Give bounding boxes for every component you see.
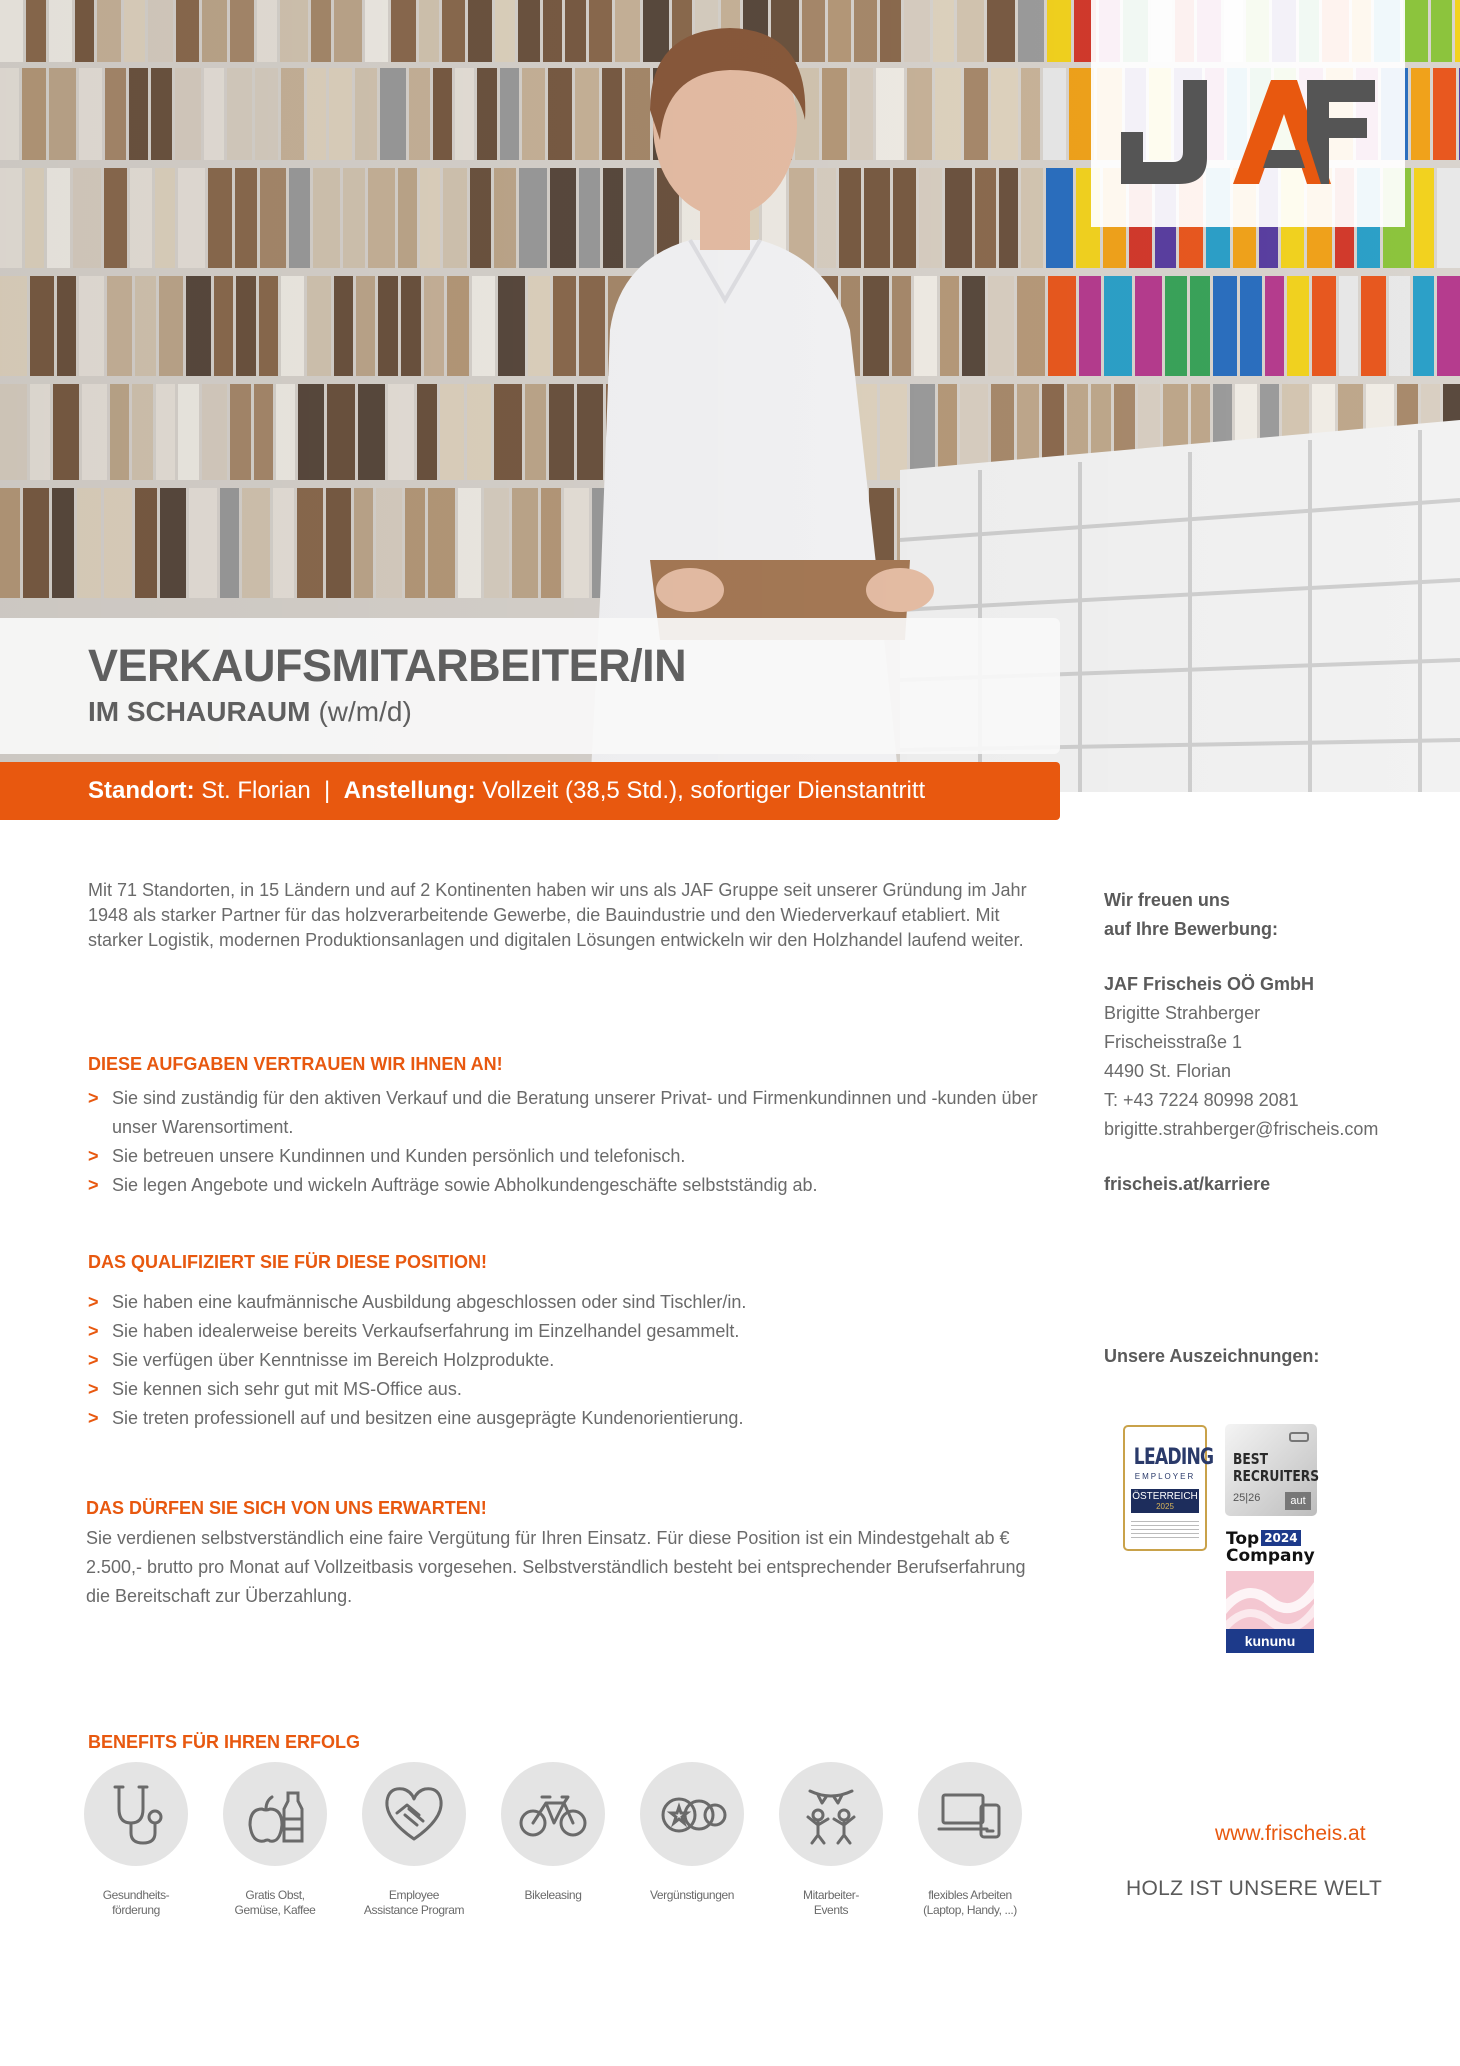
qualification-item: > Sie verfügen über Kenntnisse im Bereich Holzprodukte. [88, 1346, 1048, 1375]
tasks-list [88, 1084, 1048, 1200]
awards-heading: Unsere Auszeichnungen: [1104, 1346, 1320, 1366]
best-recruiters-line2: RECRUITERS [1233, 1467, 1320, 1485]
qualification-item: > Sie kennen sich sehr gut mit MS-Office aus. [88, 1375, 1048, 1404]
expect-heading: DAS DÜRFEN SIE SICH VON UNS ERWARTEN! [86, 1498, 487, 1518]
contact-intro-line2: auf Ihre Bewerbung: [1104, 919, 1279, 939]
company-intro: Mit 71 Standorten, in 15 Ländern und auf 2 Kontinenten haben wir uns als JAF Gruppe seit unserer Gründung im Jahr 1948 als starker Partner für das holzverarbeitende Gewerbe, die Bauindustrie und den Wiederverkauf etabliert. Mit starker Logistik, modernen Produktionsanlagen und digitalen Lösungen entwickeln wir den Holzhandel laufend weiter. [88, 880, 1027, 950]
benefit-label: (Laptop, Handy, ...) [923, 1903, 1017, 1917]
kununu-top [1226, 1530, 1318, 1547]
qualification-item: > Sie treten professionell auf und besitzen eine ausgeprägte Kundenorientierung. [88, 1404, 1048, 1433]
kununu-top-label: Top [1226, 1529, 1260, 1549]
jaf-logo [1091, 0, 1405, 227]
benefit-label: flexibles Arbeiten [928, 1888, 1012, 1902]
benefit-label: Gesundheits- [102, 1888, 170, 1902]
job-title: VERKAUFSMITARBEITER/IN [88, 640, 687, 691]
celebration-icon [779, 1762, 883, 1866]
contact-intro-line1: Wir freuen uns [1104, 890, 1230, 910]
job-info-text [88, 777, 925, 805]
benefit-label: Gemüse, Kaffee [234, 1903, 316, 1917]
slogan: HOLZ IST UNSERE WELT [1126, 1877, 1383, 1900]
benefit-label: Events [813, 1903, 849, 1917]
benefit-discounts [622, 1762, 762, 1903]
tasks-heading: DIESE AUFGABEN VERTRAUEN WIR IHNEN AN! [88, 1054, 503, 1074]
leading-employer-line1: LEADING [1133, 1445, 1214, 1470]
task-item: > Sie legen Angebote und wickeln Aufträge sowie Abholkundengeschäfte selbstständig ab. [88, 1171, 1048, 1200]
qualification-item: > Sie haben idealerweise bereits Verkaufserfahrung im Einzelhandel gesammelt. [88, 1317, 1048, 1346]
best-recruiters-badge [1225, 1424, 1320, 1516]
handshake-heart-icon [362, 1762, 466, 1866]
kununu-logo: kununu [1226, 1629, 1314, 1653]
leading-employer-badge [1123, 1425, 1214, 1551]
contact-phone[interactable]: T: +43 7224 80998 2081 [1104, 1090, 1299, 1110]
leading-employer-country: ÖSTERREICH [1132, 1491, 1198, 1502]
benefit-events [761, 1762, 901, 1918]
benefit-flexible-work [900, 1762, 1040, 1918]
contact-person: Brigitte Strahberger [1104, 1003, 1261, 1023]
benefit-health [66, 1762, 206, 1918]
benefit-fruit [205, 1762, 345, 1918]
best-recruiters-country: aut [1285, 1492, 1311, 1510]
employment-value: Vollzeit (38,5 Std.), sofortiger Dienstantritt [482, 777, 926, 804]
coins-icon [640, 1762, 744, 1866]
contact-street: Frischeisstraße 1 [1104, 1032, 1243, 1052]
location-label: Standort: [88, 777, 195, 804]
contact-email-link[interactable]: brigitte.strahberger@frischeis.com [1104, 1119, 1379, 1139]
best-recruiters-season: 25|26 [1233, 1492, 1261, 1504]
job-subtitle [88, 696, 412, 728]
leading-employer-fineprint [1131, 1521, 1199, 1539]
devices-icon [918, 1762, 1022, 1866]
benefit-eap [344, 1762, 484, 1918]
task-item: > Sie betreuen unsere Kundinnen und Kunden persönlich und telefonisch. [88, 1142, 1048, 1171]
subtitle-gender: (w/m/d) [318, 696, 412, 727]
contact-city: 4490 St. Florian [1104, 1061, 1232, 1081]
careers-link[interactable]: frischeis.at/karriere [1104, 1174, 1271, 1194]
kununu-company-label: Company [1226, 1546, 1315, 1566]
task-item: > Sie sind zuständig für den aktiven Verkauf und die Beratung unserer Privat- und Firmenkundinnen und -kunden über unser Warensortiment. [88, 1084, 1048, 1142]
website-link[interactable]: www.frischeis.at [1215, 1822, 1366, 1845]
location-value: St. Florian [201, 777, 311, 804]
kununu-top-company-badge [1226, 1530, 1318, 1656]
best-recruiters-line1: BEST [1233, 1450, 1269, 1468]
benefit-label: Vergünstigungen [649, 1888, 735, 1902]
qualifications-list [88, 1288, 1048, 1433]
benefits-heading: BENEFITS FÜR IHREN ERFOLG [88, 1732, 361, 1752]
qualification-item: > Sie haben eine kaufmännische Ausbildung abgeschlossen oder sind Tischler/in. [88, 1288, 1048, 1317]
info-separator: | [324, 777, 331, 804]
benefit-label: Mitarbeiter- [803, 1888, 859, 1902]
bicycle-icon [501, 1762, 605, 1866]
benefit-bike [483, 1762, 623, 1903]
qualifications-heading: DAS QUALIFIZIERT SIE FÜR DIESE POSITION! [88, 1252, 488, 1272]
leading-employer-line2: EMPLOYER [1134, 1472, 1196, 1481]
best-recruiters-icon [1289, 1432, 1309, 1442]
contact-block [1104, 886, 1434, 1199]
job-info-bar [0, 762, 1060, 820]
benefit-label: förderung [112, 1903, 160, 1917]
subtitle-main: IM SCHAURAUM [88, 696, 311, 727]
leading-employer-year: 2025 [1156, 1502, 1174, 1511]
fruit-drink-icon [223, 1762, 327, 1866]
kununu-graphic [1226, 1571, 1314, 1629]
leading-employer-band [1131, 1489, 1199, 1513]
company-name: JAF Frischeis OÖ GmbH [1104, 974, 1315, 994]
benefit-label: Gratis Obst, [245, 1888, 305, 1902]
benefit-label: Employee [388, 1888, 440, 1902]
best-recruiters-title [1233, 1451, 1319, 1485]
benefit-label: Bikeleasing [524, 1888, 582, 1902]
stethoscope-icon [84, 1762, 188, 1866]
employment-label: Anstellung: [343, 777, 476, 804]
benefit-label: Assistance Program [363, 1903, 465, 1917]
expect-text: Sie verdienen selbstverständlich eine faire Vergütung für Ihren Einsatz. Für diese Position ist ein Mindestgehalt ab € 2.500,- brutto pro Monat auf Vollzeitbasis vorgesehen. Selbstverständlich besteht bei entsprechender Berufserfahrung die Bereitschaft zur Überzahlung. [86, 1528, 1026, 1606]
kununu-year: 2024 [1261, 1530, 1300, 1546]
